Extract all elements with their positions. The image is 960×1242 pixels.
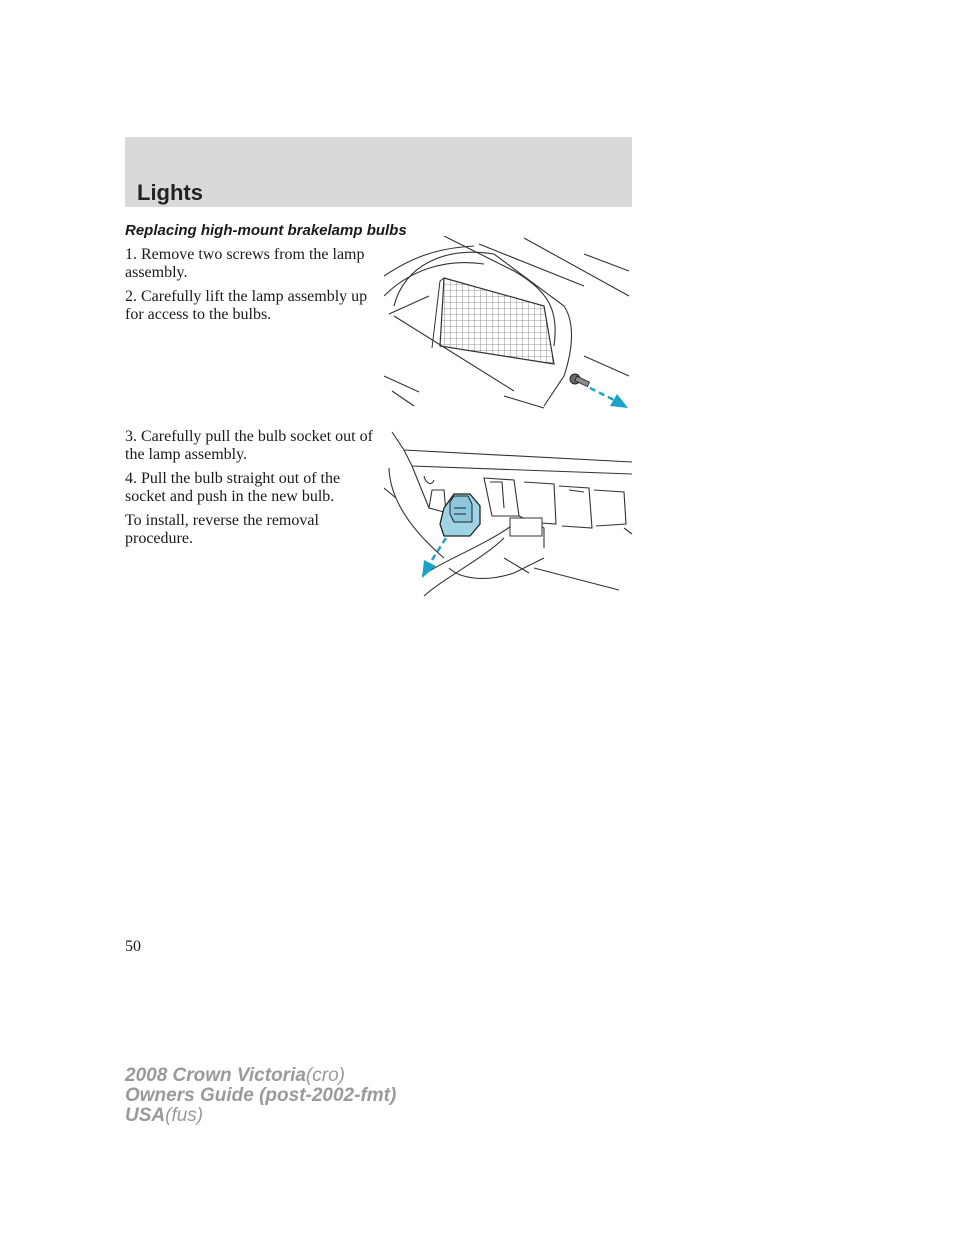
arrow-icon bbox=[422, 538, 446, 578]
step-4: 4. Pull the bulb straight out of the socket and push in the new bulb. bbox=[125, 470, 341, 505]
footer-market-code: (fus) bbox=[165, 1105, 204, 1126]
footer-model: 2008 Crown Victoria bbox=[125, 1065, 306, 1086]
section-title: Lights bbox=[137, 180, 203, 205]
footer-model-code: (cro) bbox=[305, 1065, 345, 1086]
lamp-assembly-illustration bbox=[384, 236, 634, 412]
bulb-socket-illustration bbox=[384, 428, 634, 598]
step-2: 2. Carefully lift the lamp assembly up for access to the bulbs. bbox=[125, 288, 368, 323]
install-note: To install, reverse the removal procedure. bbox=[125, 512, 319, 547]
footer-guide: Owners Guide (post-2002-fmt) bbox=[125, 1085, 397, 1106]
page-number: 50 bbox=[125, 938, 141, 955]
subheading: Replacing high-mount brakelamp bulbs bbox=[125, 222, 407, 239]
step-3: 3. Carefully pull the bulb socket out of the lamp assembly. bbox=[125, 428, 373, 463]
arrow-icon bbox=[590, 388, 628, 408]
step-1: 1. Remove two screws from the lamp assembly. bbox=[125, 246, 365, 281]
screw-icon bbox=[570, 374, 590, 387]
document-footer bbox=[125, 1066, 396, 1126]
footer-market: USA bbox=[125, 1105, 166, 1126]
bulb-socket-icon bbox=[440, 494, 480, 536]
